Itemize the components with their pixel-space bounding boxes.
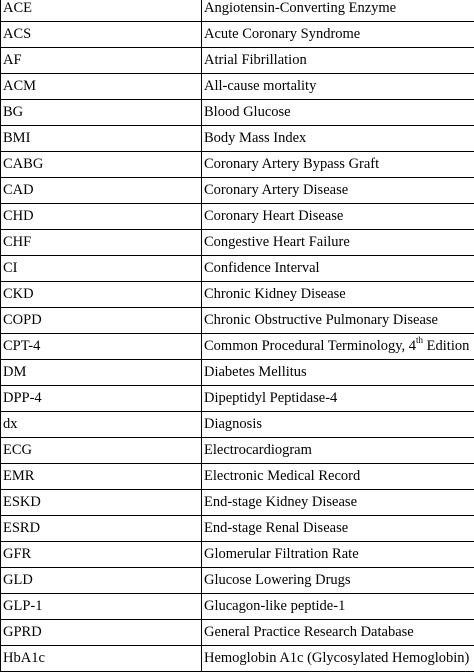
abbreviation-cell: GFR — [1, 542, 202, 568]
ordinal-superscript: th — [416, 335, 423, 345]
abbreviation-cell: CI — [1, 256, 202, 282]
abbreviation-cell: GLD — [1, 568, 202, 594]
definition-cell: Coronary Heart Disease — [202, 204, 474, 230]
abbreviation-cell: ECG — [1, 438, 202, 464]
abbreviation-cell: COPD — [1, 308, 202, 334]
abbreviations-table-body — [1, 0, 474, 672]
abbreviation-cell: ESRD — [1, 516, 202, 542]
abbreviation-cell: dx — [1, 412, 202, 438]
table-row — [1, 568, 474, 594]
abbreviation-cell: ACS — [1, 22, 202, 48]
table-row — [1, 204, 474, 230]
table-row — [1, 646, 474, 672]
table-row — [1, 516, 474, 542]
definition-cell: Acute Coronary Syndrome — [202, 22, 474, 48]
table-row — [1, 412, 474, 438]
abbreviation-cell: AF — [1, 48, 202, 74]
table-row — [1, 620, 474, 646]
abbreviation-cell: BG — [1, 100, 202, 126]
definition-cell: Angiotensin-Converting Enzyme — [202, 0, 474, 22]
abbreviation-cell: ESKD — [1, 490, 202, 516]
definition-cell: Coronary Artery Disease — [202, 178, 474, 204]
definition-cell: Diagnosis — [202, 412, 474, 438]
definition-cell: Hemoglobin A1c (Glycosylated Hemoglobin) — [202, 646, 474, 672]
table-row — [1, 230, 474, 256]
table-row — [1, 100, 474, 126]
abbreviation-cell: CHF — [1, 230, 202, 256]
definition-cell: Glucagon-like peptide-1 — [202, 594, 474, 620]
definition-cell: Congestive Heart Failure — [202, 230, 474, 256]
table-row — [1, 0, 474, 22]
definition-cell: End-stage Renal Disease — [202, 516, 474, 542]
table-row — [1, 308, 474, 334]
abbreviation-cell: HbA1c — [1, 646, 202, 672]
abbreviation-cell: CHD — [1, 204, 202, 230]
definition-cell: Chronic Kidney Disease — [202, 282, 474, 308]
table-row — [1, 386, 474, 412]
definition-cell: Atrial Fibrillation — [202, 48, 474, 74]
table-row — [1, 256, 474, 282]
table-row — [1, 334, 474, 360]
table-row — [1, 594, 474, 620]
abbreviation-cell: ACM — [1, 74, 202, 100]
table-row — [1, 282, 474, 308]
abbreviation-cell: DM — [1, 360, 202, 386]
abbreviation-cell: DPP-4 — [1, 386, 202, 412]
abbreviation-cell: BMI — [1, 126, 202, 152]
table-row — [1, 464, 474, 490]
definition-cell: Coronary Artery Bypass Graft — [202, 152, 474, 178]
definition-cell — [202, 334, 474, 360]
table-row — [1, 152, 474, 178]
abbreviation-cell: GLP-1 — [1, 594, 202, 620]
definition-cell: All-cause mortality — [202, 74, 474, 100]
definition-cell: Diabetes Mellitus — [202, 360, 474, 386]
definition-cell: General Practice Research Database — [202, 620, 474, 646]
definition-cell: Body Mass Index — [202, 126, 474, 152]
abbreviation-cell: CKD — [1, 282, 202, 308]
table-row — [1, 542, 474, 568]
abbreviation-cell: GPRD — [1, 620, 202, 646]
abbreviation-cell: ACE — [1, 0, 202, 22]
definition-cell: Confidence Interval — [202, 256, 474, 282]
definition-cell: Glucose Lowering Drugs — [202, 568, 474, 594]
definition-text-suffix: Edition — [423, 338, 469, 354]
table-row — [1, 490, 474, 516]
definition-cell: Dipeptidyl Peptidase-4 — [202, 386, 474, 412]
definition-cell: Blood Glucose — [202, 100, 474, 126]
definition-cell: End-stage Kidney Disease — [202, 490, 474, 516]
definition-cell: Electrocardiogram — [202, 438, 474, 464]
abbreviation-cell: EMR — [1, 464, 202, 490]
table-row — [1, 74, 474, 100]
abbreviation-cell: CABG — [1, 152, 202, 178]
definition-cell: Chronic Obstructive Pulmonary Disease — [202, 308, 474, 334]
table-row — [1, 438, 474, 464]
table-row — [1, 48, 474, 74]
table-row — [1, 360, 474, 386]
table-row — [1, 178, 474, 204]
table-row — [1, 22, 474, 48]
definition-text: Common Procedural Terminology, 4 — [204, 338, 416, 354]
definition-cell: Glomerular Filtration Rate — [202, 542, 474, 568]
definition-cell: Electronic Medical Record — [202, 464, 474, 490]
table-row — [1, 126, 474, 152]
abbreviation-cell: CAD — [1, 178, 202, 204]
abbreviation-cell: CPT-4 — [1, 334, 202, 360]
